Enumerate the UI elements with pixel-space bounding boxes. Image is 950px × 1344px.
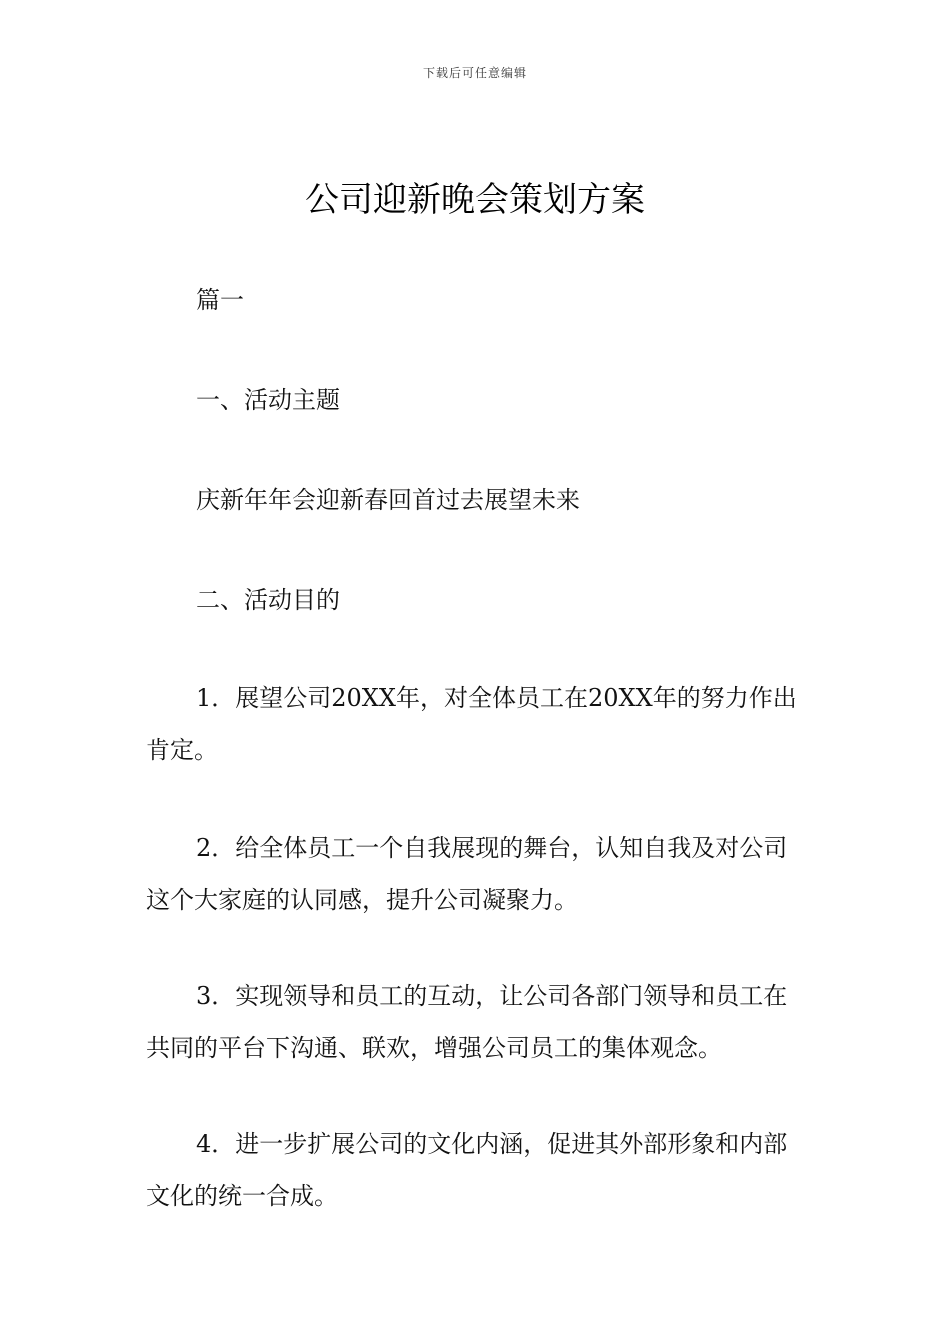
- heading-activity-theme: 一、活动主题: [196, 386, 340, 414]
- theme-text: 庆新年年会迎新春回首过去展望未来: [196, 486, 580, 514]
- header-note: 下载后可任意编辑: [422, 66, 527, 80]
- purpose-item-4: 4．进一步扩展公司的文化内涵，促进其外部形象和内部文化的统一合成。: [146, 1130, 788, 1210]
- purpose-item-2: 2．给全体员工一个自我展现的舞台，认知自我及对公司这个大家庭的认同感，提升公司凝聚力。: [146, 834, 788, 914]
- section-label: 篇一: [196, 286, 244, 314]
- heading-activity-purpose: 二、活动目的: [196, 586, 340, 614]
- document-title: 公司迎新晚会策划方案: [305, 180, 645, 220]
- purpose-item-1: 1．展望公司20XX年，对全体员工在20XX年的努力作出肯定。: [146, 684, 797, 764]
- purpose-item-3: 3．实现领导和员工的互动，让公司各部门领导和员工在共同的平台下沟通、联欢，增强公司员工的集体观念。: [146, 982, 788, 1062]
